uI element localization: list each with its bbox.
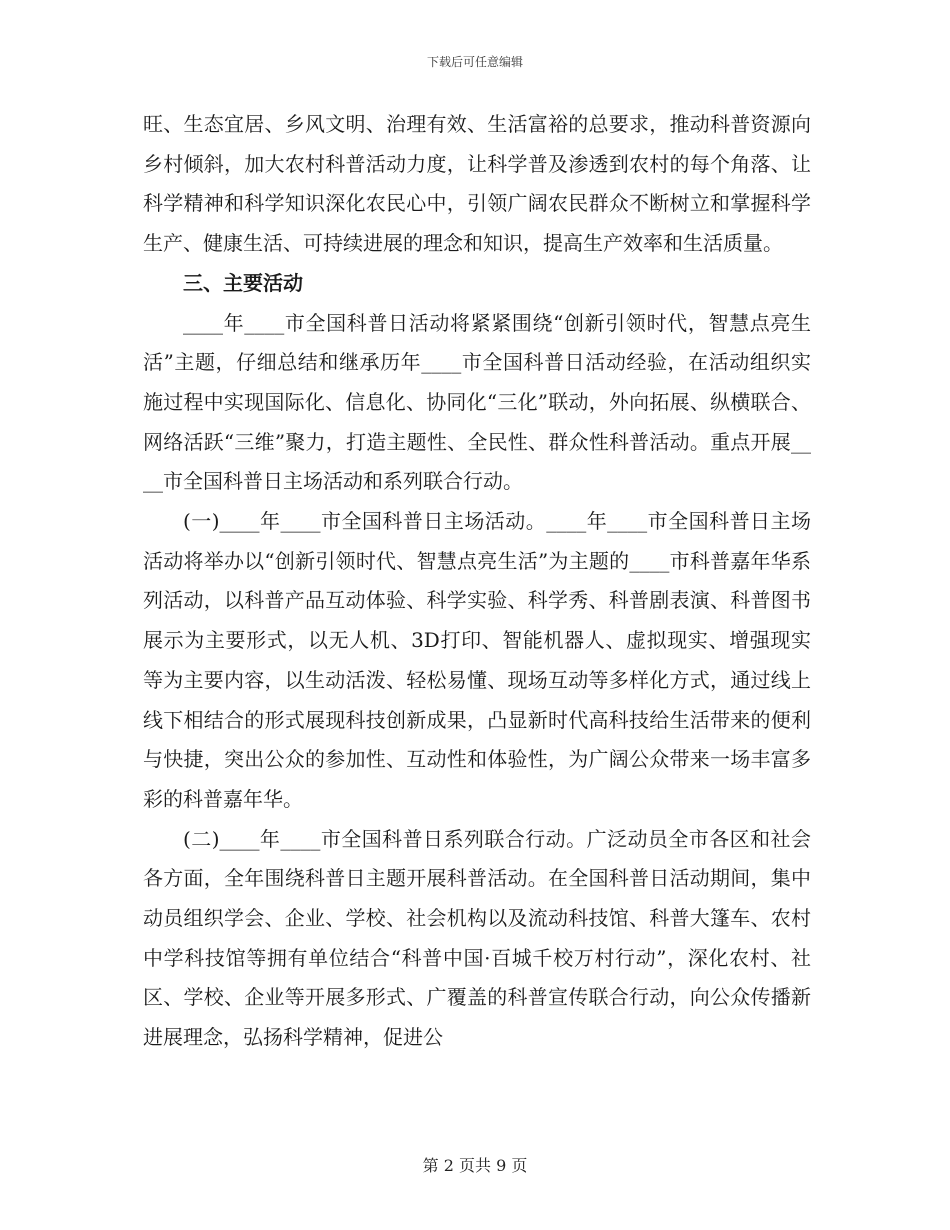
paragraph-main-venue-activity: (一)____年____市全国科普日主场活动。____年____市全国科普日主场活动将举办以“创新引领时代、智慧点亮生活”为主题的____市科普嘉年华系列活动，以科普产品互动体验、科学实验、科学秀、科普剧表演、科普图书展示为主要形式，以无人机、3D打印、智能机器人、虚拟现实、增强现实等为主要内容，以生动活泼、轻松易懂、现场互动等多样化方式，通过线上线下相结合的形式展现科技创新成果，凸显新时代高科技给生活带来的便利与快捷，突出公众的参加性、互动性和体验性，为广阔公众带来一场丰富多彩的科普嘉年华。: [143, 509, 811, 811]
paragraph-activity-overview: ____年____市全国科普日活动将紧紧围绕“创新引领时代，智慧点亮生活”主题，仔细总结和继承历年____市全国科普日活动经验，在活动组织实施过程中实现国际化、信息化、协同化“三化”联动，外向拓展、纵横联合、网络活跃“三维”聚力，打造主题性、全民性、群众性科普活动。重点开展____市全国科普日主场活动和系列联合行动。: [143, 310, 811, 494]
document-body: [143, 105, 811, 1058]
section-heading-main-activities: 三、主要活动: [183, 270, 303, 295]
page-number-footer: 第 2 页共 9 页: [422, 1156, 528, 1175]
paragraph-intro-continuation: 旺、生态宜居、乡风文明、治理有效、生活富裕的总要求，推动科普资源向乡村倾斜，加大农村科普活动力度，让科学普及渗透到农村的每个角落、让科学精神和科学知识深化农民心中，引领广阔农民群众不断树立和掌握科学生产、健康生活、可持续进展的理念和知识，提高生产效率和生活质量。: [143, 112, 811, 256]
paragraph-joint-actions: (二)____年____市全国科普日系列联合行动。广泛动员全市各区和社会各方面，全年围绕科普日主题开展科普活动。在全国科普日活动期间，集中动员组织学会、企业、学校、社会机构以及流动科技馆、科普大篷车、农村中学科技馆等拥有单位结合“科普中国·百城千校万村行动”，深化农村、社区、学校、企业等开展多形式、广覆盖的科普宣传联合行动，向公众传播新进展理念，弘扬科学精神，促进公: [143, 826, 811, 1050]
page-header-note: 下载后可任意编辑: [426, 55, 523, 69]
